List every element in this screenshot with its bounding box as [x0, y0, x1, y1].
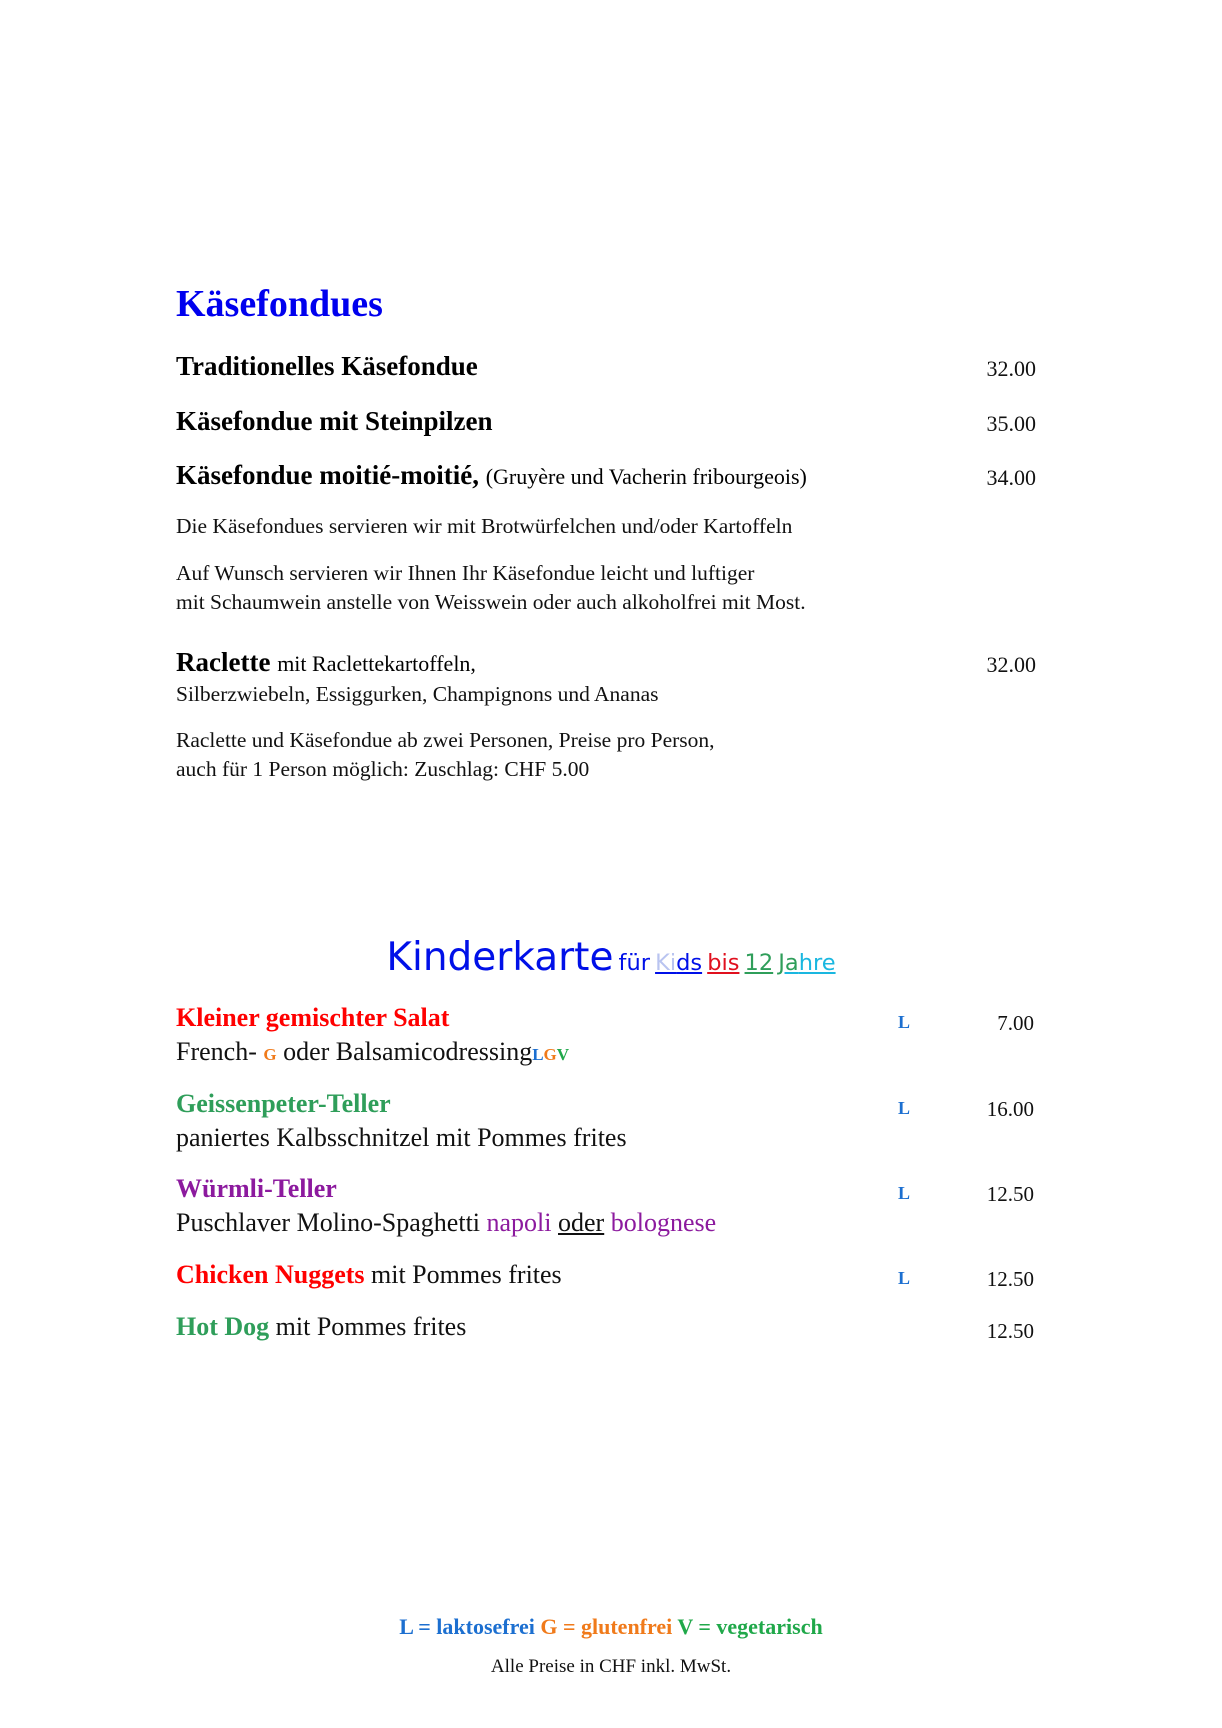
fondue-note-wish-line1: Auf Wunsch servieren wir Ihnen Ihr Käsefondue leicht und luftiger: [176, 561, 755, 585]
fondue-note-wish-line2: mit Schaumwein anstelle von Weisswein oder auch alkoholfrei mit Most.: [176, 590, 806, 614]
kids-item-wuermli-price: 12.50: [986, 1182, 1034, 1206]
kids-subtitle-12: 12: [744, 950, 774, 976]
legend-vegetarisch: V = vegetarisch: [677, 1614, 823, 1639]
kids-item-wuermli-flag: L: [897, 1183, 910, 1203]
kids-item-wuermli-name: Würmli-Teller: [176, 1174, 337, 1203]
kids-item-hotdog-name: Hot Dog: [176, 1312, 270, 1341]
fondue-note-persons-line1: Raclette und Käsefondue ab zwei Personen, Preise pro Person,: [176, 728, 715, 752]
kids-subtitle-ja: Ja: [778, 950, 799, 976]
kids-item-hotdog-desc: mit Pommes frites: [275, 1312, 467, 1341]
kids-item-nuggets-desc: mit Pommes frites: [371, 1260, 562, 1289]
kids-item-wuermli-desc-a: Puschlaver Molino-Spaghetti: [176, 1208, 481, 1237]
kids-item-salat-flag-g: G: [543, 1045, 557, 1064]
kids-item-salat-desc-a: French-: [176, 1037, 257, 1066]
kids-item-wuermli-oder: oder: [558, 1208, 605, 1237]
fondue-price-moitie: 34.00: [986, 465, 1036, 490]
kids-item-salat-desc-b: oder Balsamicodressing: [283, 1037, 533, 1066]
fondue-item-moitie-name: Käsefondue moitié-moitié,: [176, 460, 479, 490]
raclette-detail-line2: Silberzwiebeln, Essiggurken, Champignons und Ananas: [176, 682, 659, 706]
fondue-note-wish: [176, 559, 976, 617]
kids-item-salat-desc-g: G: [263, 1045, 277, 1064]
kids-item-nuggets-flag: L: [897, 1268, 910, 1288]
kids-item-salat-desc: [176, 1037, 569, 1067]
kids-item-salat-flags: [532, 1045, 569, 1064]
fondue-price-traditionell: 32.00: [986, 356, 1036, 381]
kids-subtitle-ki: Ki: [655, 950, 677, 976]
raclette-detail-line1: mit Raclettekartoffeln,: [277, 651, 476, 676]
kids-item-wuermli-bolognese: bolognese: [610, 1208, 717, 1237]
kids-title: Kinderkarte: [386, 935, 614, 980]
fondue-note-persons: [176, 726, 976, 784]
kids-subtitle-bis: bis: [707, 950, 740, 976]
kids-item-salat-flag-l: L: [532, 1045, 544, 1064]
kids-item-salat-flag-v: V: [556, 1045, 570, 1064]
kids-heading: [0, 935, 1222, 980]
price-footer: Alle Preise in CHF inkl. MwSt.: [490, 1656, 732, 1677]
kids-item-hotdog-price: 12.50: [986, 1319, 1034, 1343]
kids-item-nuggets-price: 12.50: [986, 1267, 1034, 1291]
raclette-name: Raclette: [176, 647, 271, 677]
fondue-item-moitie: [176, 460, 807, 491]
kids-subtitle-hre: hre: [798, 950, 836, 976]
kids-subtitle-fuer: für: [618, 950, 650, 976]
raclette-item: [176, 647, 476, 678]
raclette-price: 32.00: [986, 652, 1036, 677]
fondue-note-serving: Die Käsefondues servieren wir mit Brotwürfelchen und/oder Kartoffeln: [176, 514, 793, 538]
legend-laktosefrei: L = laktosefrei: [399, 1614, 535, 1639]
kids-item-salat-flag: L: [897, 1012, 910, 1032]
kids-item-nuggets-name: Chicken Nuggets: [176, 1260, 365, 1289]
kids-item-salat-price: 7.00: [997, 1011, 1034, 1035]
fondue-item-steinpilzen: Käsefondue mit Steinpilzen: [176, 406, 493, 436]
kids-item-geissenpeter-desc: paniertes Kalbsschnitzel mit Pommes frites: [176, 1123, 627, 1152]
legend-glutenfrei: G = glutenfrei: [540, 1614, 673, 1639]
kids-item-hotdog: [176, 1312, 466, 1342]
kids-subtitle-ds: ds: [676, 950, 703, 976]
fondue-price-steinpilzen: 35.00: [986, 411, 1036, 436]
kids-item-wuermli-desc: [176, 1208, 716, 1238]
fondue-note-persons-line2: auch für 1 Person möglich: Zuschlag: CHF 5.00: [176, 757, 590, 781]
kids-item-wuermli-napoli: napoli: [486, 1208, 552, 1237]
fondue-heading: Käsefondues: [176, 283, 383, 325]
kids-item-geissenpeter-price: 16.00: [986, 1097, 1034, 1121]
diet-legend: [0, 1614, 1222, 1640]
fondue-item-traditionell: Traditionelles Käsefondue: [176, 351, 478, 381]
kids-item-nuggets: [176, 1260, 562, 1290]
kids-item-salat-name: Kleiner gemischter Salat: [176, 1003, 450, 1032]
fondue-item-moitie-detail: (Gruyère und Vacherin fribourgeois): [485, 464, 807, 489]
kids-item-geissenpeter-flag: L: [897, 1098, 910, 1118]
kids-item-geissenpeter-name: Geissenpeter-Teller: [176, 1089, 391, 1118]
